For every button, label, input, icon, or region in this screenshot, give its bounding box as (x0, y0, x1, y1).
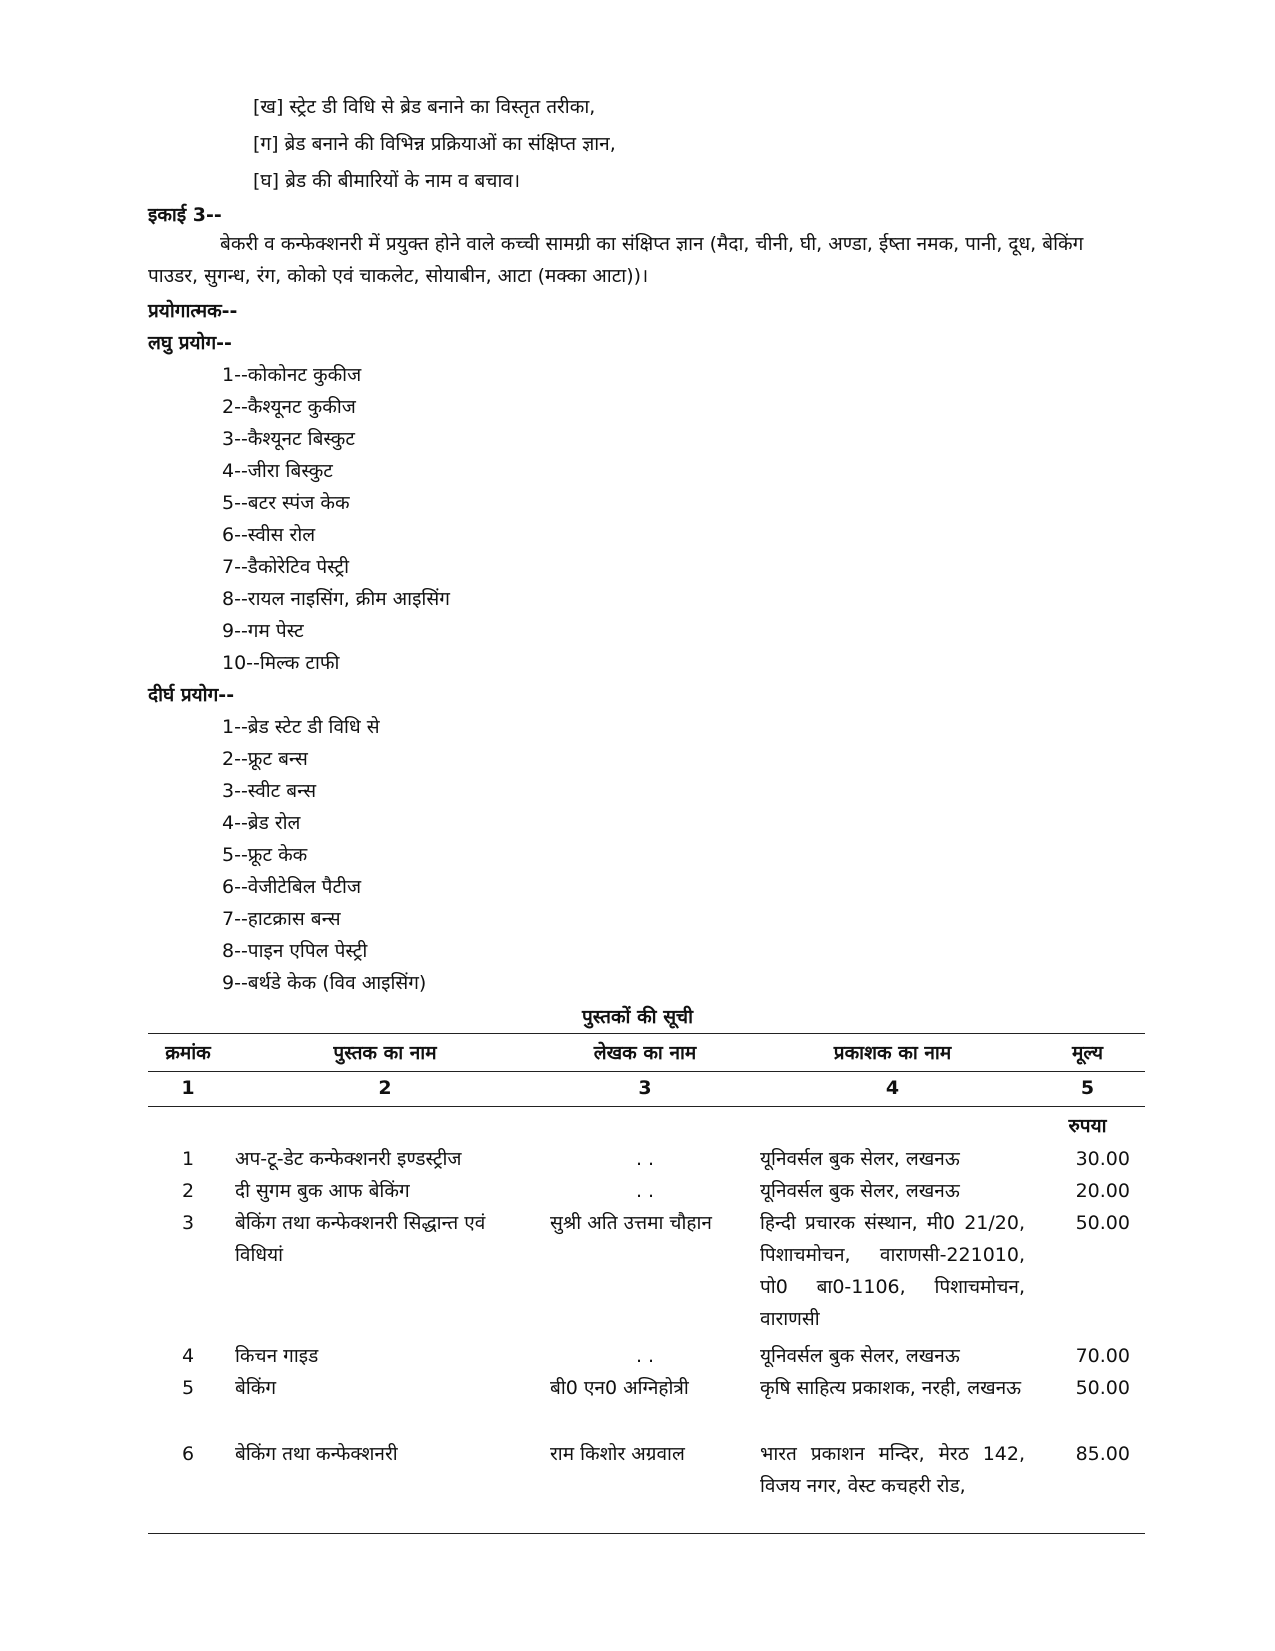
unit3-paragraph (148, 228, 1113, 292)
row-serial: 3 (181, 1212, 195, 1234)
list-item: 1--ब्रेड स्टेट डी विधि से (222, 716, 380, 738)
row-publisher: कृषि साहित्य प्रकाशक, नरही, लखनऊ (760, 1377, 1022, 1399)
row-publisher: यूनिवर्सल बुक सेलर, लखनऊ (760, 1180, 960, 1202)
currency-label: रुपया (1068, 1115, 1107, 1137)
header-price: मूल्य (1071, 1042, 1104, 1064)
column-number: 4 (885, 1077, 900, 1099)
list-item: 2--फ्रूट बन्स (222, 748, 308, 770)
list-item: 7--हाटक्रास बन्स (222, 908, 341, 930)
row-publisher: भारत प्रकाशन मन्दिर, मेरठ 142, विजय नगर, वेस्ट कचहरी रोड, (760, 1443, 1025, 1497)
top-item: [ख] स्ट्रेट डी विधि से ब्रेड बनाने का विस्तृत तरीका, (253, 96, 596, 118)
row-price: 70.00 (1075, 1345, 1130, 1367)
books-title: पुस्तकों की सूची (581, 1006, 694, 1028)
list-item: 7--डैकोरेटिव पेस्ट्री (222, 556, 350, 578)
row-publisher: हिन्दी प्रचारक संस्थान, मी0 21/20, पिशाचमोचन, वाराणसी-221010, पो0 बा0-1106, पिशाचमोचन, वाराणसी (760, 1212, 1025, 1330)
list-item: 4--जीरा बिस्कुट (222, 460, 333, 482)
list-item: 6--स्वीस रोल (222, 524, 316, 546)
list-item: 6--वेजीटेबिल पैटीज (222, 876, 362, 898)
list-item: 5--फ्रूट केक (222, 844, 308, 866)
column-number: 1 (181, 1077, 195, 1099)
list-item: 9--गम पेस्ट (222, 620, 304, 642)
row-price: 50.00 (1075, 1377, 1130, 1399)
row-serial: 1 (181, 1148, 195, 1170)
row-price: 20.00 (1075, 1180, 1130, 1202)
row-book: किचन गाइड (235, 1345, 319, 1367)
list-item: 8--पाइन एपिल पेस्ट्री (222, 940, 368, 962)
list-item: 5--बटर स्पंज केक (222, 492, 350, 514)
header-author: लेखक का नाम (593, 1042, 697, 1064)
number-rule (148, 1106, 1145, 1107)
row-book: अप-टू-डेट कन्फेक्शनरी इण्डस्ट्रीज (235, 1148, 462, 1170)
list-item: 9--बर्थडे केक (विव आइसिंग) (222, 972, 427, 994)
header-book: पुस्तक का नाम (333, 1042, 437, 1064)
list-item: 10--मिल्क टाफी (222, 652, 340, 674)
row-serial: 4 (181, 1345, 195, 1367)
row-author: . . (635, 1180, 655, 1202)
row-author: . . (635, 1148, 655, 1170)
list-item: 4--ब्रेड रोल (222, 812, 301, 834)
row-publisher: यूनिवर्सल बुक सेलर, लखनऊ (760, 1148, 960, 1170)
short-experiments-heading: लघु प्रयोग-- (148, 332, 232, 354)
row-author: सुश्री अति उत्तमा चौहान (550, 1212, 712, 1234)
row-book: बेकिंग तथा कन्फेक्शनरी (235, 1443, 398, 1465)
row-author: राम किशोर अग्रवाल (550, 1443, 685, 1465)
practical-heading: प्रयोगात्मक-- (148, 300, 238, 322)
table-top-rule (148, 1033, 1145, 1034)
row-book: बेकिंग तथा कन्फेक्शनरी सिद्धान्त एवं विधियां (235, 1212, 486, 1266)
unit3-text: बेकरी व कन्फेक्शनरी में प्रयुक्त होने वाले कच्ची सामग्री का संक्षिप्त ज्ञान (मैदा, चीनी, घी, अण्डा, ईष्ता नमक, पानी, दूध, बेकिंग पाउडर, सुगन्ध, रंग, कोको एवं चाकलेट, सोयाबीन, आटा (मक्का आटा))। (148, 233, 1084, 287)
unit3-heading: इकाई 3-- (148, 204, 222, 226)
list-item: 8--रायल नाइसिंग, क्रीम आइसिंग (222, 588, 450, 610)
header-publisher: प्रकाशक का नाम (833, 1042, 952, 1064)
row-author: . . (635, 1345, 655, 1367)
row-book: दी सुगम बुक आफ बेकिंग (235, 1180, 410, 1202)
row-price: 50.00 (1075, 1212, 1130, 1234)
list-item: 3--स्वीट बन्स (222, 780, 317, 802)
column-number: 5 (1080, 1077, 1095, 1099)
list-item: 2--कैश्यूनट कुकीज (222, 396, 356, 418)
top-item: [ग] ब्रेड बनाने की विभिन्न प्रक्रियाओं का संक्षिप्त ज्ञान, (253, 133, 616, 155)
table-bottom-rule (148, 1533, 1145, 1534)
header-serial: क्रमांक (165, 1042, 211, 1064)
list-item: 1--कोकोनट कुकीज (222, 364, 362, 386)
row-publisher: यूनिवर्सल बुक सेलर, लखनऊ (760, 1345, 960, 1367)
top-item: [घ] ब्रेड की बीमारियों के नाम व बचाव। (253, 170, 521, 192)
row-book: बेकिंग (235, 1377, 277, 1399)
row-price: 30.00 (1075, 1148, 1130, 1170)
row-author: बी0 एन0 अग्निहोत्री (550, 1377, 689, 1399)
row-price: 85.00 (1075, 1443, 1130, 1465)
column-number: 3 (638, 1077, 652, 1099)
row-serial: 2 (181, 1180, 195, 1202)
row-serial: 5 (181, 1377, 195, 1399)
column-number: 2 (378, 1077, 392, 1099)
list-item: 3--कैश्यूनट बिस्कुट (222, 428, 355, 450)
long-experiments-heading: दीर्घ प्रयोग-- (148, 684, 235, 706)
row-serial: 6 (181, 1443, 195, 1465)
